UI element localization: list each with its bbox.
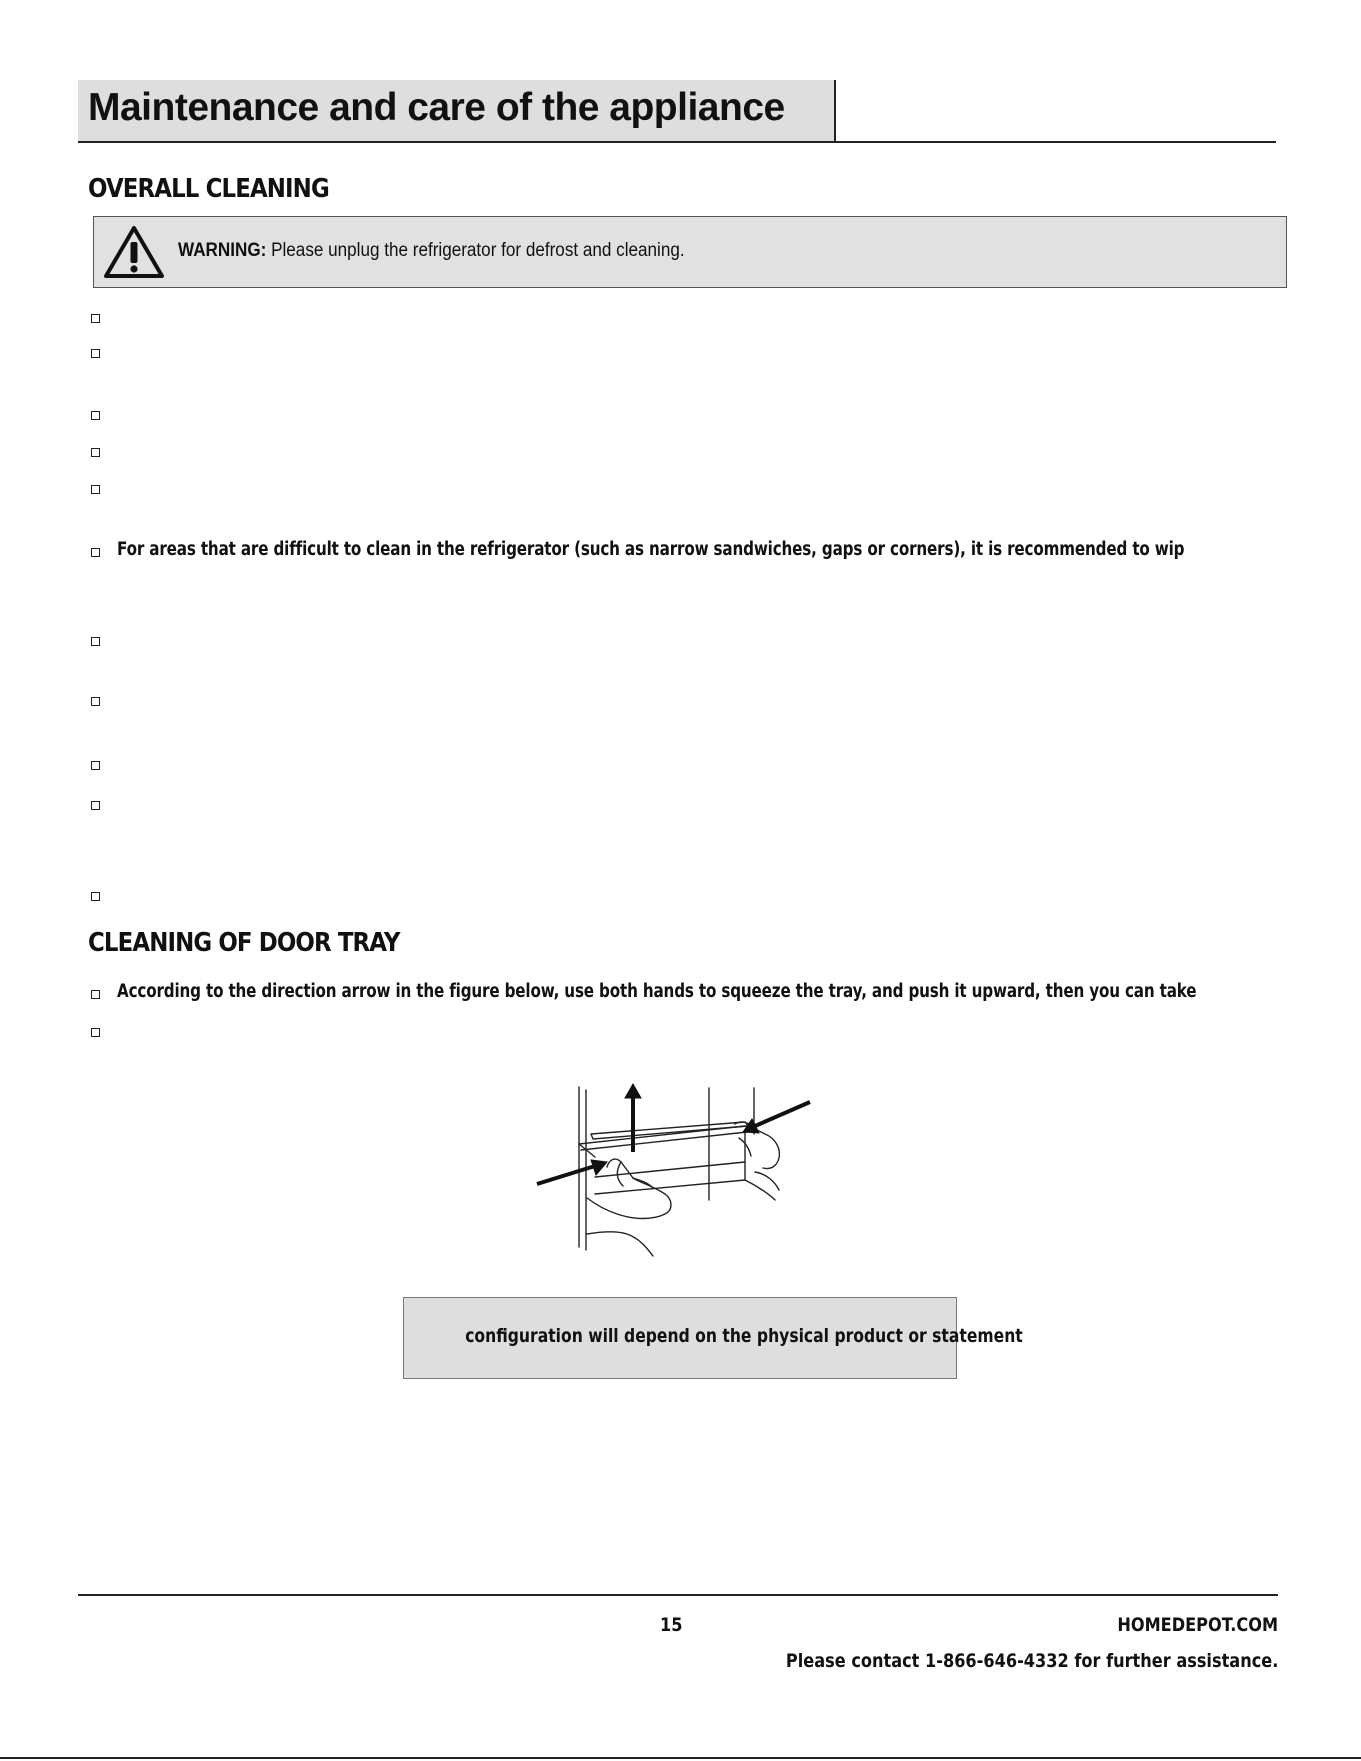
bullet-icon [91, 349, 100, 358]
warning-box [93, 216, 1287, 288]
list-item: According to the direction arrow in the figure below, use both hands to squeeze the tray, and push it upward, then you can take [117, 981, 1197, 1002]
warning-text: Please unplug the refrigerator for defrost and cleaning. [271, 240, 685, 261]
section-title-door-tray: CLEANING OF DOOR TRAY [88, 928, 400, 958]
bullet-icon [91, 314, 100, 323]
bullet-icon [91, 801, 100, 810]
bullet-icon [91, 411, 100, 420]
bullet-icon [91, 892, 100, 901]
figure-caption: configuration will depend on the physical product or statement [465, 1325, 1023, 1347]
page-title: Maintenance and care of the appliance [88, 86, 785, 129]
footer-site: HOMEDEPOT.COM [1117, 1614, 1278, 1636]
bullet-icon [91, 548, 100, 557]
list-item: For areas that are difficult to clean in the refrigerator (such as narrow sandwiches, gaps or corners), it is recommended to wip [117, 539, 1185, 560]
section-title-overall-cleaning: OVERALL CLEANING [88, 174, 329, 204]
bullet-icon [91, 637, 100, 646]
bullet-icon [91, 990, 100, 999]
warning-label: WARNING: [178, 240, 267, 261]
figure-caption-box [403, 1297, 1023, 1379]
footer-contact: Please contact 1-866-646-4332 for further assistance. [785, 1650, 1278, 1672]
bullet-icon [91, 697, 100, 706]
bullet-icon [91, 761, 100, 770]
door-tray-removal-illustration [535, 1082, 825, 1260]
header-divider [78, 141, 1276, 143]
warning-message [178, 240, 685, 262]
footer-divider [78, 1594, 1278, 1596]
header-bar [78, 80, 836, 142]
page-bottom-rule [0, 1757, 1361, 1759]
bullet-icon [91, 1028, 100, 1037]
bullet-icon [91, 448, 100, 457]
bullet-icon [91, 485, 100, 494]
warning-triangle-icon [102, 224, 166, 280]
page-number: 15 [660, 1614, 683, 1636]
